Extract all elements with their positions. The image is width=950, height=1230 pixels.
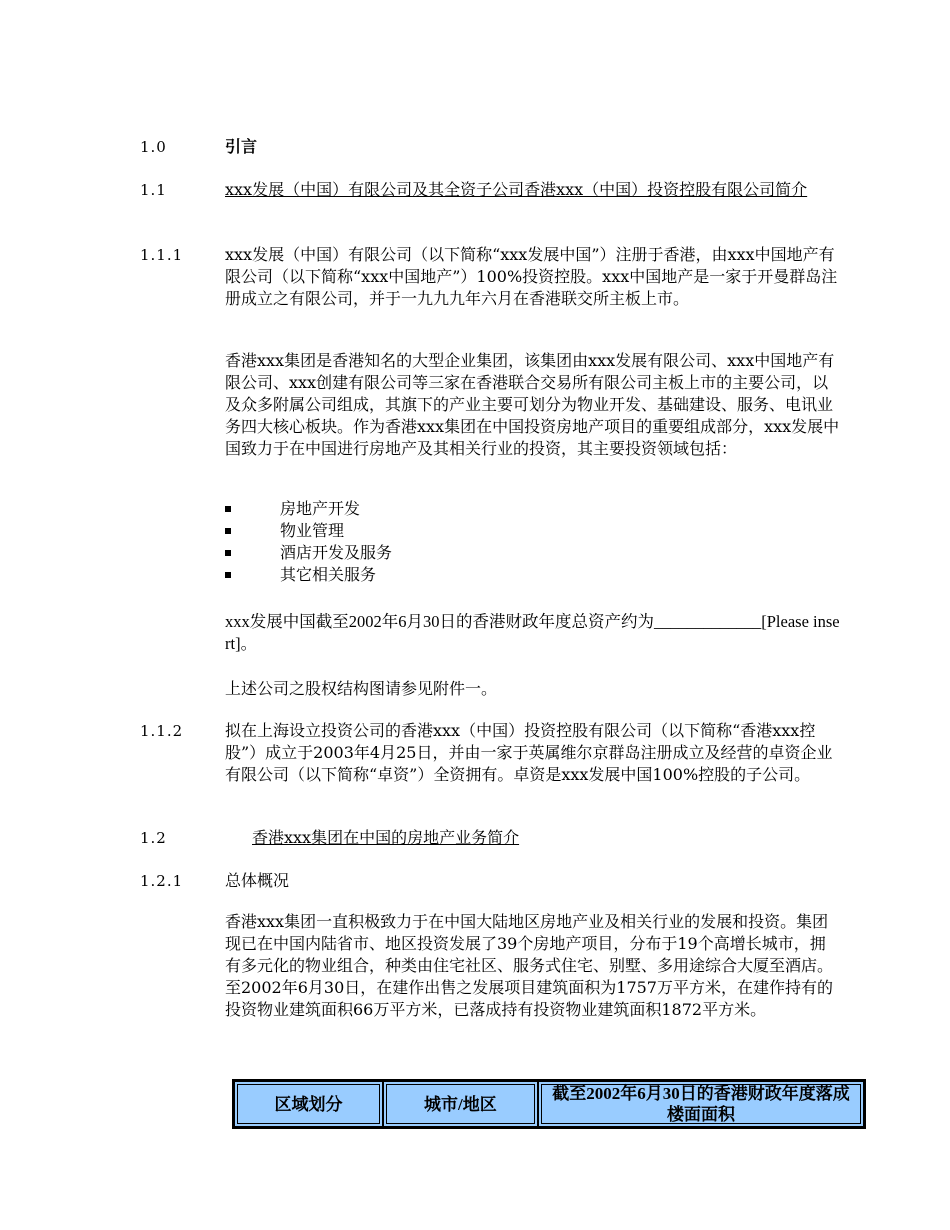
bullet-square-icon (225, 528, 231, 534)
section-title: xxx发展（中国）有限公司及其全资子公司香港xxx（中国）投资控股有限公司简介 (225, 180, 808, 199)
section-number: 1.1 (140, 181, 167, 199)
section-number: 1.2 (140, 829, 167, 847)
paragraph: 香港xxx集团一直积极致力于在中国大陆地区房地产业及相关行业的发展和投资。集团现已在中国内陆省市、地区投资发展了39个房地产项目，分布于19个高增长城市，拥有多元化的物业组合，种类由住宅社区、服务式住宅、别墅、多用途综合大厦至酒店。至2002年6月30日，在建作出售之发展项目建筑面积为1757万平方米，在建作持有的投资物业建筑面积66万平方米，已落成持有投资物业建筑面积1872平方米。 (225, 912, 834, 1019)
bullet-square-icon (225, 506, 231, 512)
list-item: 房地产开发 (225, 498, 625, 520)
section-number: 1.1.1 (140, 246, 184, 264)
section-title: 总体概况 (225, 871, 290, 890)
paragraph: 拟在上海设立投资公司的香港xxx（中国）投资控股有限公司（以下简称“香港xxx控股”）成立于2003年4月25日，并由一家于英属维尔京群岛注册成立及经营的卓资企业有限公司（以下简称“卓资”）全资拥有。卓资是xxx发展中国100%控股的子公司。 (225, 721, 833, 784)
list-item: 其它相关服务 (225, 564, 625, 586)
table-header-city: 城市/地区 (383, 1081, 538, 1127)
paragraph: 香港xxx集团是香港知名的大型企业集团，该集团由xxx发展有限公司、xxx中国地产有限公司、xxx创建有限公司等三家在香港联合交易所有限公司主板上市的主要公司，以及众多附属公司组成，其旗下的产业主要可划分为物业开发、基础建设、服务、电讯业务四大核心板块。作为香港xxx集团在中国投资房地产项目的重要组成部分，xxx发展中国致力于在中国进行房地产及其相关行业的投资，其主要投资领域包括： (225, 351, 840, 458)
bullet-square-icon (225, 572, 231, 578)
paragraph: xxx发展（中国）有限公司（以下简称“xxx发展中国”）注册于香港，由xxx中国地产有限公司（以下简称“xxx中国地产”）100%投资控股。xxx中国地产是一家于开曼群岛注册成立之有限公司，并于一九九九年六月在香港联交所主板上市。 (225, 245, 838, 308)
paragraph: 上述公司之股权结构图请参见附件一。 (225, 679, 498, 698)
investment-areas-list (225, 498, 625, 586)
section-number: 1.1.2 (140, 722, 184, 740)
area-table (232, 1079, 866, 1129)
bullet-square-icon (225, 550, 231, 556)
list-item: 酒店开发及服务 (225, 542, 625, 564)
section-title: 引言 (225, 137, 258, 156)
list-item: 物业管理 (225, 520, 625, 542)
table-header-area: 截至2002年6月30日的香港财政年度落成楼面面积 (538, 1081, 864, 1127)
paragraph: xxx发展中国截至2002年6月30日的香港财政年度总资产约为_____________[Please insert]。 (225, 612, 840, 653)
table-header-row (234, 1081, 864, 1127)
table-header-region: 区域划分 (234, 1081, 383, 1127)
section-number: 1.0 (140, 138, 167, 156)
section-title: 香港xxx集团在中国的房地产业务简介 (252, 828, 520, 847)
section-number: 1.2.1 (140, 872, 184, 890)
